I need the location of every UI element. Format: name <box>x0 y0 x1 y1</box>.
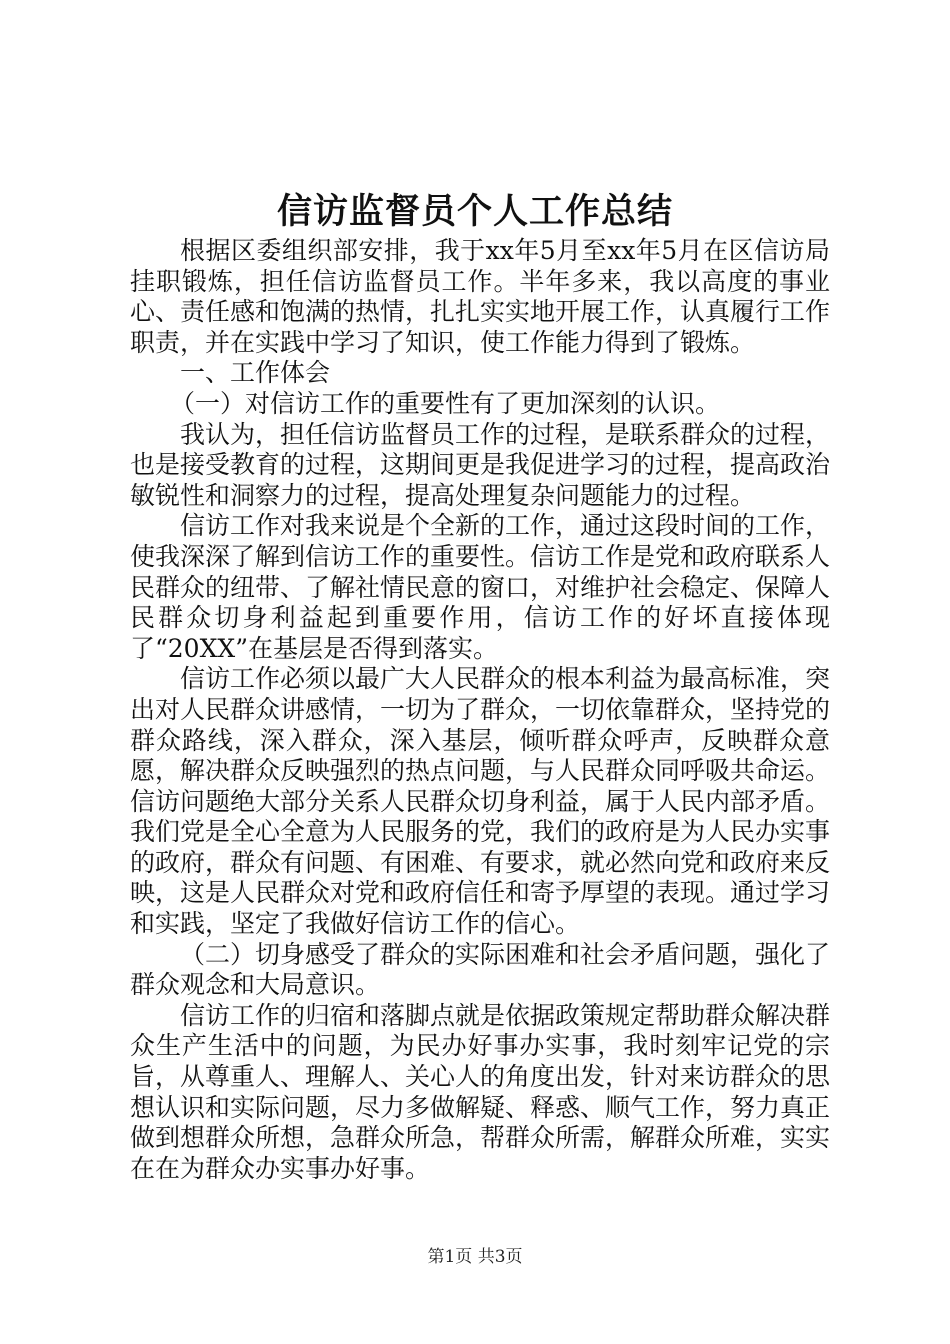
subsection-heading-1: （一）对信访工作的重要性有了更加深刻的认识。 <box>170 388 721 418</box>
paragraph: 我认为，担任信访监督员工作的过程，是联系群众的过程，也是接受教育的过程，这期间更是我促进学习的过程，提高政治敏锐性和洞察力的过程，提高处理复杂问题能力的过程。 <box>130 419 831 510</box>
paragraph: 信访工作对我来说是个全新的工作，通过这段时间的工作，使我深深了解到信访工作的重要性。信访工作是党和政府联系人民群众的纽带、了解社情民意的窗口，对维护社会稳定、保障人民群众切身利益起到重要作用，信访工作的好坏直接体现了“20XX”在基层是否得到落实。 <box>130 511 831 663</box>
paragraph-intro: 根据区委组织部安排，我于xx年5月至xx年5月在区信访局挂职锻炼，担任信访监督员工作。半年多来，我以高度的事业心、责任感和饱满的热情，扎扎实实地开展工作，认真履行工作职责，并在实践中学习了知识，使工作能力得到了锻炼。 <box>130 236 831 357</box>
document-title: 信访监督员个人工作总结 <box>276 191 673 232</box>
paragraph: 信访工作必须以最广大人民群众的根本利益为最高标准，突出对人民群众讲感情，一切为了群众，一切依靠群众，坚持党的群众路线，深入群众，深入基层，倾听群众呼声，反映群众意愿，解决群众反映强烈的热点问题，与人民群众同呼吸共命运。信访问题绝大部分关系人民群众切身利益，属于人民内部矛盾。我们党是全心全意为人民服务的党，我们的政府是为人民办实事的政府，群众有问题、有困难、有要求，就必然向党和政府来反映，这是人民群众对党和政府信任和寄予厚望的表现。通过学习和实践，坚定了我做好信访工作的信心。 <box>130 664 831 939</box>
section-heading: 一、工作体会 <box>180 358 331 388</box>
paragraph: 信访工作的归宿和落脚点就是依据政策规定帮助群众解决群众生产生活中的问题，为民办好事办实事，我时刻牢记党的宗旨，从尊重人、理解人、关心人的角度出发，针对来访群众的思想认识和实际问题，尽力多做解疑、释惑、顺气工作，努力真正做到想群众所想，急群众所急，帮群众所需，解群众所难，实实在在为群众办实事办好事。 <box>130 1000 831 1183</box>
page-number-footer: 第1页 共3页 <box>427 1247 523 1267</box>
document-body <box>130 236 830 1184</box>
subsection-heading-2: （二）切身感受了群众的实际困难和社会矛盾问题，强化了群众观念和大局意识。 <box>130 939 831 1000</box>
